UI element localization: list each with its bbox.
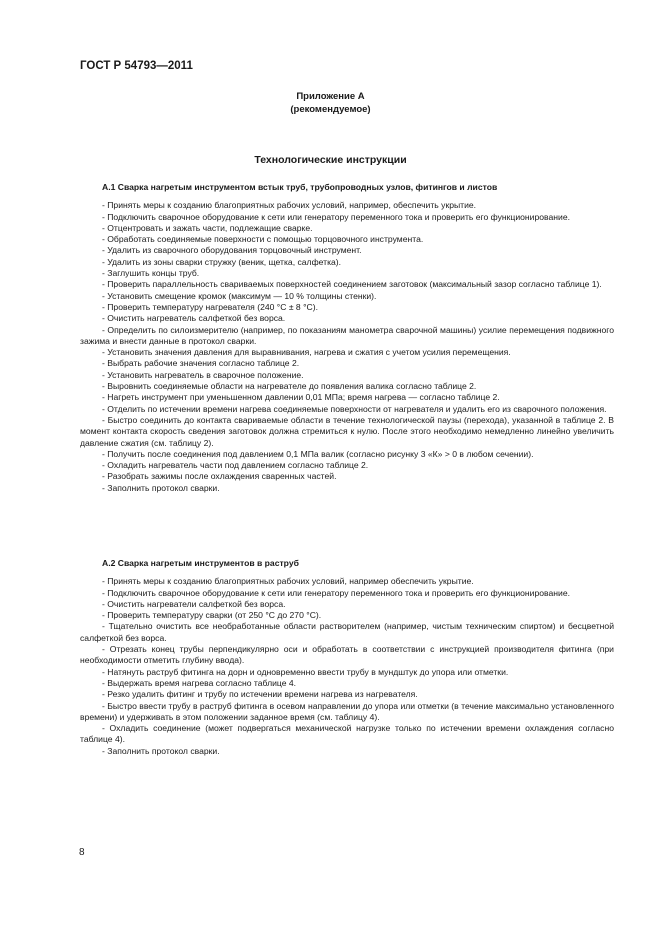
instruction-item: - Отделить по истечении времени нагрева соединяемые поверхности от нагревателя и удалить его из сварочного положения. — [102, 403, 607, 414]
instruction-item: - Установить нагреватель в сварочное положение. — [102, 369, 304, 380]
section-items — [80, 576, 614, 757]
instruction-item: - Отцентровать и зажать части, подлежащие сварке. — [102, 222, 313, 233]
instruction-item: - Резко удалить фитинг и трубу по истечении времени нагрева из нагревателя. — [102, 689, 418, 700]
section-a2 — [80, 558, 614, 757]
instruction-item: - Заглушить концы труб. — [102, 268, 200, 279]
instruction-item: - Нагреть инструмент при уменьшенном давлении 0,01 МПа; время нагрева — согласно таблице 2. — [102, 392, 500, 403]
main-title: Технологические инструкции — [254, 154, 407, 166]
instruction-item: - Выбрать рабочие значения согласно таблице 2. — [102, 358, 300, 369]
instruction-item: - Подключить сварочное оборудование к сети или генератору переменного тока и проверить его функционирование. — [102, 211, 570, 222]
instruction-item: - Заполнить протокол сварки. — [102, 482, 220, 493]
instruction-item: - Проверить температуру сварки (от 250 °C до 270 °C). — [102, 610, 322, 621]
instruction-item: - Охладить нагреватель части под давлением согласно таблице 2. — [102, 460, 369, 471]
appendix-note: (рекомендуемое) — [290, 103, 371, 115]
instruction-item: - Удалить из зоны сварки стружку (веник, щетка, салфетка). — [102, 256, 342, 267]
instruction-item: - Установить смещение кромок (максимум — 10 % толщины стенки). — [102, 290, 377, 301]
section-a1 — [80, 182, 614, 494]
section-items — [80, 200, 614, 494]
instruction-item: - Очистить нагреватель салфеткой без ворса. — [102, 313, 286, 324]
instruction-item: - Установить значения давления для выравнивания, нагрева и сжатия с учетом усилия перемещения. — [102, 347, 511, 358]
instruction-item: - Натянуть раструб фитинга на дорн и одновременно ввести трубу в мундштук до упора или отметки. — [102, 666, 509, 677]
instruction-item: - Удалить из сварочного оборудования торцовочный инструмент. — [102, 245, 362, 256]
instruction-item: - Получить после соединения под давлением 0,1 МПа валик (согласно рисунку 3 «К» > 0 в любом сечении). — [102, 448, 534, 459]
instruction-item: - Быстро ввести трубу в раструб фитинга в осевом направлении до упора или отметки (в течение максимально установленного времени) и удерживать в этом положении заданное время (см. таблицу 4). — [80, 700, 614, 722]
instruction-item: - Отрезать конец трубы перпендикулярно оси и обработать в соответствии с инструкцией производителя фитинга (при необходимости отметить глубину ввода). — [80, 644, 614, 666]
instruction-item: - Принять меры к созданию благоприятных рабочих условий, например, обеспечить укрытие. — [102, 200, 477, 211]
standard-id: ГОСТ Р 54793—2011 — [80, 60, 193, 72]
page-number: 8 — [79, 847, 85, 858]
section-heading: А.2 Сварка нагретым инструментов в раструб — [102, 558, 299, 568]
instruction-item: - Заполнить протокол сварки. — [102, 745, 220, 756]
instruction-item: - Выровнить соединяемые области на нагревателе до появления валика согласно таблице 2. — [102, 381, 477, 392]
appendix-title: Приложение А — [296, 91, 365, 102]
instruction-item: - Проверить параллельность свариваемых поверхностей соединением заготовок (максимальный зазор согласно таблице 1). — [102, 279, 602, 290]
instruction-item: - Быстро соединить до контакта свариваемые области в течение технологической паузы (перехода), указанной в таблице 2. В момент контакта скорость сведения заготовок должна стремиться к нулю. После этого необходимо немедленно линейно увеличить давление сжатия (см. таблицу 2). — [80, 414, 614, 448]
instruction-item: - Обработать соединяемые поверхности с помощью торцовочного инструмента. — [102, 234, 424, 245]
instruction-item: - Проверить температуру нагревателя (240 °C ± 8 °C). — [102, 301, 318, 312]
instruction-item: - Подключить сварочное оборудование к сети или генератору переменного тока и проверить его функционирование. — [102, 587, 570, 598]
appendix-heading — [0, 91, 661, 116]
instruction-item: - Выдержать время нагрева согласно таблице 4. — [102, 677, 297, 688]
instruction-item: - Определить по силоизмерителю (например, по показаниям манометра сварочной машины) усилие перемещения подвижного зажима и внести данные в протокол сварки. — [80, 324, 614, 346]
instruction-item: - Разобрать зажимы после охлаждения сваренных частей. — [102, 471, 337, 482]
section-heading: А.1 Сварка нагретым инструментом встык труб, трубопроводных узлов, фитингов и листов — [102, 182, 498, 192]
instruction-item: - Принять меры к созданию благоприятных рабочих условий, например обеспечить укрытие. — [102, 576, 474, 587]
instruction-item: - Охладить соединение (может подвергаться механической нагрузке только по истечении времени охлаждения согласно таблице 4). — [80, 723, 614, 745]
instruction-item: - Очистить нагреватели салфеткой без ворса. — [102, 598, 286, 609]
instruction-item: - Тщательно очистить все необработанные области растворителем (например, чистым техническим спиртом) и бесцветной салфеткой без ворса. — [80, 621, 614, 643]
